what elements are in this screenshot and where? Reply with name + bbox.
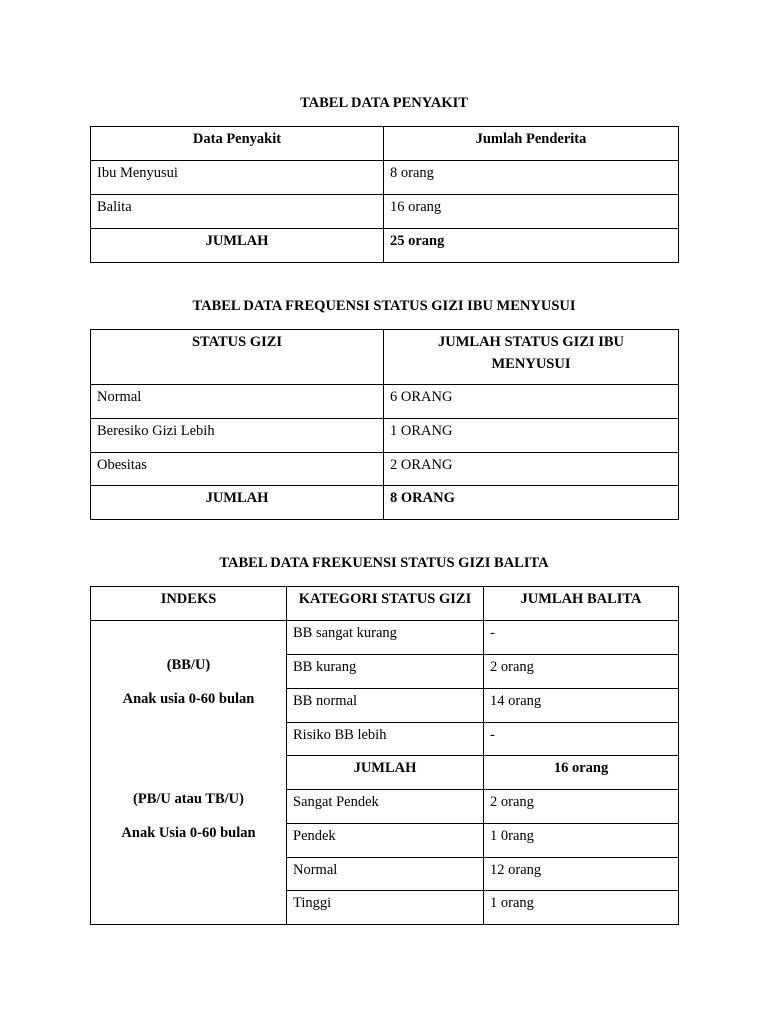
- table-cell: BB normal: [287, 689, 484, 723]
- table-header: STATUS GIZI: [91, 330, 384, 385]
- indeks-desc: Anak usia 0-60 bulan: [122, 691, 255, 707]
- table-row: [91, 621, 679, 655]
- table-cell: 16 orang: [384, 195, 679, 229]
- total-row: [91, 229, 679, 263]
- total-value: 25 orang: [384, 229, 679, 263]
- table-cell: -: [484, 621, 679, 655]
- table-cell: Pendek: [287, 824, 484, 858]
- table-row: [91, 385, 679, 419]
- table-cell: Obesitas: [91, 453, 384, 486]
- total-value: 16 orang: [484, 756, 679, 790]
- indeks-desc: Anak Usia 0-60 bulan: [121, 825, 256, 841]
- table-header: KATEGORI STATUS GIZI: [287, 587, 484, 621]
- table-row: [91, 419, 679, 453]
- nutrition-toddler-table: [90, 586, 679, 925]
- table-cell: 2 ORANG: [384, 453, 679, 486]
- total-label: JUMLAH: [287, 756, 484, 790]
- nutrition-mother-table: [90, 329, 679, 520]
- table-header: Jumlah Penderita: [384, 127, 679, 161]
- table-cell: 2 orang: [484, 790, 679, 824]
- table-cell: 1 0rang: [484, 824, 679, 858]
- table-cell: BB sangat kurang: [287, 621, 484, 655]
- table-cell: BB kurang: [287, 655, 484, 689]
- table-cell: 8 orang: [384, 161, 679, 195]
- table-header: Data Penyakit: [91, 127, 384, 161]
- table-row: [91, 195, 679, 229]
- table-header: JUMLAH STATUS GIZI IBU MENYUSUI: [384, 330, 679, 385]
- table-row: [91, 161, 679, 195]
- table-cell: Risiko BB lebih: [287, 723, 484, 756]
- total-row: [91, 486, 679, 520]
- disease-table: [90, 126, 679, 263]
- table-cell: Normal: [91, 385, 384, 419]
- table-cell: 1 orang: [484, 891, 679, 925]
- table-cell: Sangat Pendek: [287, 790, 484, 824]
- indeks-code: (BB/U): [166, 657, 211, 673]
- table-cell: 6 ORANG: [384, 385, 679, 419]
- total-label: JUMLAH: [91, 229, 384, 263]
- table1-title: TABEL DATA PENYAKIT: [300, 95, 468, 111]
- table-cell: Tinggi: [287, 891, 484, 925]
- total-value: 8 ORANG: [384, 486, 679, 520]
- table-cell: 1 ORANG: [384, 419, 679, 453]
- table-cell: Balita: [91, 195, 384, 229]
- indeks-cell: [91, 621, 287, 925]
- table-cell: 12 orang: [484, 858, 679, 891]
- table3-title: TABEL DATA FREKUENSI STATUS GIZI BALITA: [219, 555, 549, 571]
- table-cell: 2 orang: [484, 655, 679, 689]
- table-cell: Ibu Menyusui: [91, 161, 384, 195]
- table2-title: TABEL DATA FREQUENSI STATUS GIZI IBU MENYUSUI: [192, 298, 576, 314]
- table-header: INDEKS: [91, 587, 287, 621]
- table-cell: Beresiko Gizi Lebih: [91, 419, 384, 453]
- table-cell: 14 orang: [484, 689, 679, 723]
- table-cell: -: [484, 723, 679, 756]
- table-header: JUMLAH BALITA: [484, 587, 679, 621]
- indeks-code: (PB/U atau TB/U): [133, 791, 244, 807]
- table-row: [91, 453, 679, 486]
- table-cell: Normal: [287, 858, 484, 891]
- total-label: JUMLAH: [91, 486, 384, 520]
